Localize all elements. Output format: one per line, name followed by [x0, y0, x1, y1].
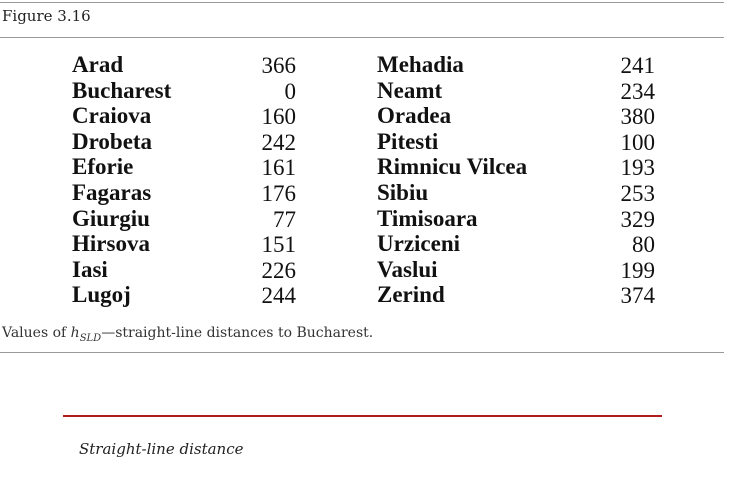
- straight-line-distance: 160: [261, 104, 296, 130]
- city-name: Rimnicu Vilcea: [377, 154, 528, 180]
- straight-line-distance: 0: [284, 78, 296, 104]
- straight-line-distance: 234: [620, 78, 655, 104]
- straight-line-distance: 151: [261, 232, 296, 258]
- caption-math-symbol: [70, 325, 102, 344]
- straight-line-distance: 244: [261, 283, 296, 309]
- city-name: Mehadia: [377, 52, 464, 77]
- city-name: Bucharest: [72, 77, 172, 103]
- city-name: Craiova: [72, 103, 152, 129]
- city-name: Sibiu: [377, 180, 429, 205]
- city-name: Hirsova: [72, 231, 150, 257]
- city-name: Drobeta: [72, 128, 153, 154]
- straight-line-distance: 241: [620, 53, 655, 78]
- city-name: Arad: [72, 52, 124, 77]
- city-name: Zerind: [377, 282, 445, 308]
- straight-line-distance: 161: [261, 155, 296, 181]
- straight-line-distance: 199: [620, 257, 655, 283]
- straight-line-distance: 374: [620, 283, 655, 309]
- caption-suffix: —straight-line distances to Bucharest.: [101, 325, 374, 341]
- city-name: Oradea: [377, 103, 452, 129]
- figure-caption: [2, 325, 373, 344]
- straight-line-distance: 193: [620, 155, 655, 181]
- caption-prefix: Values of: [2, 325, 71, 341]
- city-name: Lugoj: [72, 282, 131, 308]
- straight-line-distance: 176: [261, 181, 296, 206]
- city-name: Pitesti: [377, 128, 439, 154]
- caption-divider: [0, 352, 724, 353]
- city-name: Fagaras: [72, 180, 152, 205]
- glossary-accent-rule: [63, 415, 662, 417]
- city-name: Vaslui: [377, 256, 438, 282]
- distance-table: [0, 52, 746, 312]
- straight-line-distance: 380: [620, 104, 655, 130]
- city-name: Giurgiu: [72, 205, 150, 231]
- straight-line-distance: 242: [261, 129, 296, 155]
- city-name: Timisoara: [377, 205, 478, 231]
- caption-subscript: SLD: [79, 332, 102, 344]
- caption-symbol: h: [70, 325, 80, 341]
- straight-line-distance: 100: [620, 129, 655, 155]
- city-name: Neamt: [377, 77, 443, 103]
- figure-label: Figure 3.16: [2, 7, 91, 25]
- straight-line-distance: 80: [632, 232, 655, 258]
- city-name: Iasi: [72, 256, 108, 282]
- straight-line-distance: 366: [261, 53, 296, 78]
- glossary-term[interactable]: Straight-line distance: [79, 440, 244, 458]
- figure-header-divider: [0, 37, 724, 38]
- straight-line-distance: 329: [620, 206, 655, 232]
- top-divider: [0, 2, 724, 3]
- straight-line-distance: 253: [620, 181, 655, 206]
- straight-line-distance: 77: [273, 206, 296, 232]
- city-name: Eforie: [72, 154, 134, 180]
- city-name: Urziceni: [377, 231, 461, 257]
- straight-line-distance: 226: [261, 257, 296, 283]
